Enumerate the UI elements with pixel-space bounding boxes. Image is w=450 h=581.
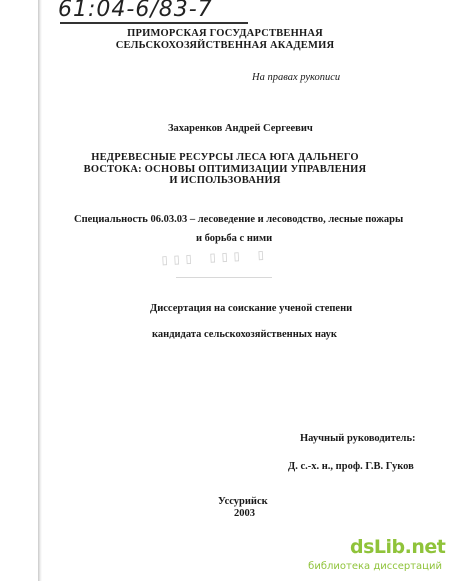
institution-name: [0, 28, 450, 52]
supervisor-name: Д. с.-х. н., проф. Г.В. Гуков: [288, 461, 414, 472]
institution-line-1: ПРИМОРСКАЯ ГОСУДАРСТВЕННАЯ: [127, 28, 323, 39]
faint-stamp: ▯▯▯ ▯▯▯ ▯: [159, 245, 269, 269]
specialty-line-2: и борьба с ними: [196, 233, 273, 244]
year: 2003: [234, 508, 255, 519]
watermark-subtitle: библиотека диссертаций: [308, 561, 442, 572]
degree-line-2: кандидата сельскохозяйственных наук: [152, 329, 337, 340]
scan-edge: [38, 0, 42, 581]
watermark[interactable]: [308, 536, 446, 578]
title-line-2: ВОСТОКА: ОСНОВЫ ОПТИМИЗАЦИИ УПРАВЛЕНИЯ: [83, 163, 367, 175]
author-name: Захаренков Андрей Сергеевич: [168, 123, 313, 134]
supervisor-label: Научный руководитель:: [300, 433, 416, 444]
handwritten-underline: [60, 22, 248, 24]
watermark-logo[interactable]: dsLib.net: [350, 536, 446, 558]
title-line-1: НЕДРЕВЕСНЫЕ РЕСУРСЫ ЛЕСА ЮГА ДАЛЬНЕГО: [91, 152, 359, 163]
title-line-3: И ИСПОЛЬЗОВАНИЯ: [169, 175, 281, 186]
handwritten-code: 61:04-6/83-7: [58, 0, 213, 22]
dissertation-title: [0, 152, 450, 187]
rights-note: На правах рукописи: [252, 72, 341, 83]
faint-stamp-line: [176, 277, 272, 278]
city: Уссурийск: [218, 496, 268, 507]
degree-line-1: Диссертация на соискание ученой степени: [150, 303, 353, 314]
institution-line-2: СЕЛЬСКОХОЗЯЙСТВЕННАЯ АКАДЕМИЯ: [115, 40, 335, 51]
specialty-line-1: Специальность 06.03.03 – лесоведение и лесоводство, лесные пожары: [74, 214, 404, 225]
